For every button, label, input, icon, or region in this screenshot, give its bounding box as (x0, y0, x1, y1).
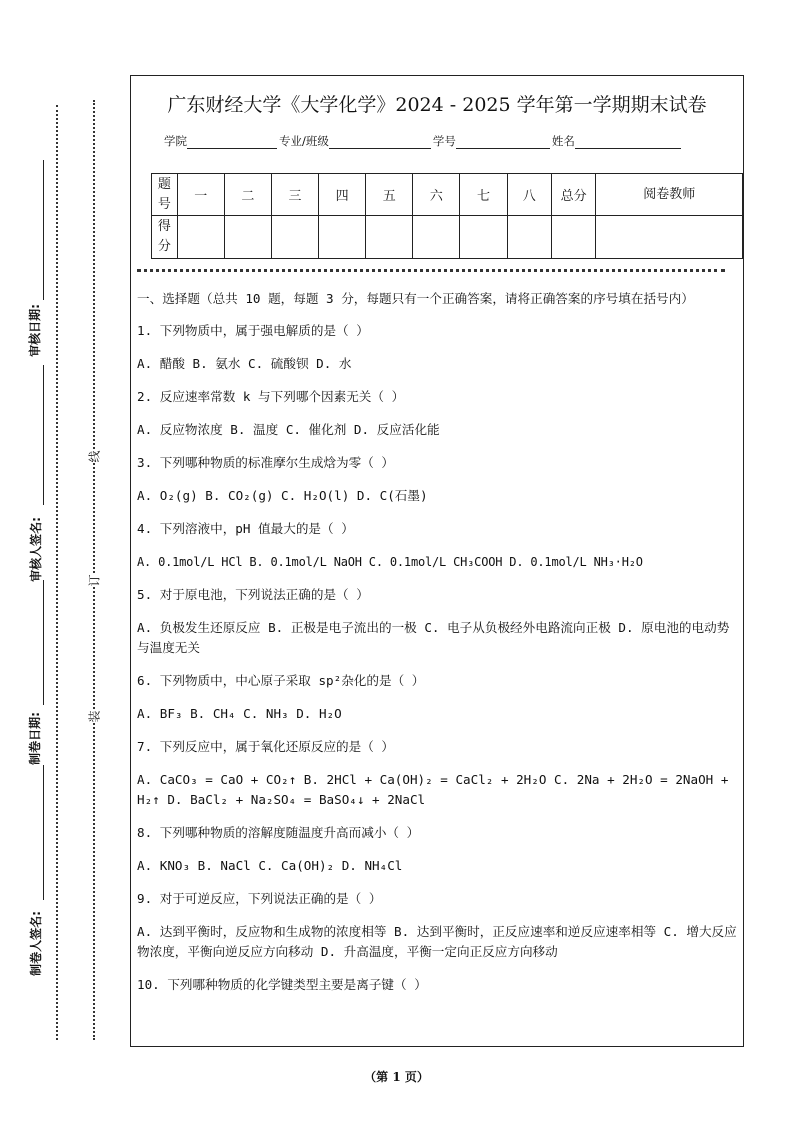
question-text: 1. 下列物质中，属于强电解质的是（ ） (137, 323, 369, 338)
col-header: 八 (507, 174, 551, 216)
score-cell[interactable] (551, 216, 595, 259)
question-content (137, 289, 741, 1008)
score-cell[interactable] (224, 216, 271, 259)
page-number: （第 1 页） (364, 1070, 429, 1084)
col-header: 七 (460, 174, 507, 216)
outer-dotted-binding-line (56, 105, 58, 1040)
question-options: A. 0.1mol/L HCl B. 0.1mol/L NaOH C. 0.1mol/L CH₃COOH D. 0.1mol/L NH₃·H₂O (137, 555, 643, 569)
question-options: A. 达到平衡时，反应物和生成物的浓度相等 B. 达到平衡时，正反应速率和逆反应速率相等 C. 增大反应物浓度，平衡向逆反应方向移动 D. 升高温度，平衡一定向正反应方向移动 (137, 924, 737, 959)
score-cell[interactable] (271, 216, 318, 259)
student-id-label: 学号 (432, 134, 456, 148)
question-options: A. O₂(g) B. CO₂(g) C. H₂O(l) D. C(石墨) (137, 488, 428, 503)
question-text: 5. 对于原电池，下列说法正确的是（ ） (137, 587, 369, 602)
bind-char-order: 订 (87, 574, 102, 587)
col-header: 四 (319, 174, 366, 216)
score-cell[interactable] (460, 216, 507, 259)
section-heading: 一、选择题（总共 10 题，每题 3 分，每题只有一个正确答案，请将正确答案的序号填在括号内） (137, 291, 694, 306)
name-label: 姓名 (551, 134, 575, 148)
score-row2-label: 得分 (152, 216, 178, 259)
question-text: 9. 对于可逆反应，下列说法正确的是（ ） (137, 891, 382, 906)
question-text: 8. 下列哪种物质的溶解度随温度升高而减小（ ） (137, 825, 420, 840)
question-options: A. 醋酸 B. 氨水 C. 硫酸钡 D. 水 (137, 356, 352, 371)
major-label: 专业/班级 (279, 134, 329, 148)
reviewer-sign-label: 审核人签名: (28, 517, 43, 582)
question-text: 2. 反应速率常数 k 与下列哪个因素无关（ ） (137, 389, 405, 404)
maker-sign-line (43, 765, 44, 900)
dotted-separator (137, 269, 725, 272)
question-options: A. 负极发生还原反应 B. 正极是电子流出的一极 C. 电子从负极经外电路流向正极 D. 原电池的电动势与温度无关 (137, 620, 730, 655)
reviewer-sign-line (43, 365, 44, 505)
col-header: 二 (224, 174, 271, 216)
question-options: A. CaCO₃ = CaO + CO₂↑ B. 2HCl + Ca(OH)₂ = CaCl₂ + 2H₂O C. 2Na + 2H₂O = 2NaOH + H₂↑ D. BaCl₂ + Na₂SO₄ = BaSO₄↓ + 2NaCl (137, 772, 729, 807)
maker-date-line (43, 580, 44, 705)
maker-date-label: 制卷日期: (27, 712, 42, 765)
reviewer-date-line (43, 160, 44, 300)
question-options: A. KNO₃ B. NaCl C. Ca(OH)₂ D. NH₄Cl (137, 858, 403, 873)
col-header: 一 (177, 174, 224, 216)
col-header: 三 (271, 174, 318, 216)
question-options: A. BF₃ B. CH₄ C. NH₃ D. H₂O (137, 706, 342, 721)
name-field[interactable] (575, 134, 681, 149)
bind-char-install: 装 (87, 710, 102, 723)
maker-sign-label: 制卷人签名: (28, 911, 43, 976)
score-row1-label: 题号 (152, 174, 178, 216)
question-text: 6. 下列物质中，中心原子采取 sp²杂化的是（ ） (137, 673, 425, 688)
question-text: 4. 下列溶液中，pH 值最大的是（ ） (137, 521, 354, 536)
college-field[interactable] (187, 134, 277, 149)
col-header: 阅卷教师 (596, 174, 743, 216)
score-cell[interactable] (507, 216, 551, 259)
question-text: 10. 下列哪种物质的化学键类型主要是离子键（ ） (137, 977, 427, 992)
bind-char-line: 线 (87, 450, 102, 463)
col-header: 总分 (551, 174, 595, 216)
score-cell[interactable] (177, 216, 224, 259)
exam-frame (130, 75, 744, 1047)
college-label: 学院 (164, 134, 187, 148)
score-cell[interactable] (366, 216, 413, 259)
score-cell[interactable] (596, 216, 743, 259)
col-header: 五 (366, 174, 413, 216)
question-options: A. 反应物浓度 B. 温度 C. 催化剂 D. 反应活化能 (137, 422, 440, 437)
reviewer-date-label: 审核日期: (27, 304, 42, 357)
col-header: 六 (413, 174, 460, 216)
student-id-field[interactable] (456, 134, 550, 149)
inner-dotted-binding-line (93, 100, 95, 1040)
major-field[interactable] (329, 134, 431, 149)
score-table (151, 173, 743, 259)
student-info-row (164, 133, 683, 149)
question-text: 7. 下列反应中，属于氧化还原反应的是（ ） (137, 739, 395, 754)
exam-title: 广东财经大学《大学化学》2024 - 2025 学年第一学期期末试卷 (167, 94, 707, 116)
question-text: 3. 下列哪种物质的标准摩尔生成焓为零（ ） (137, 455, 395, 470)
score-cell[interactable] (413, 216, 460, 259)
score-cell[interactable] (319, 216, 366, 259)
